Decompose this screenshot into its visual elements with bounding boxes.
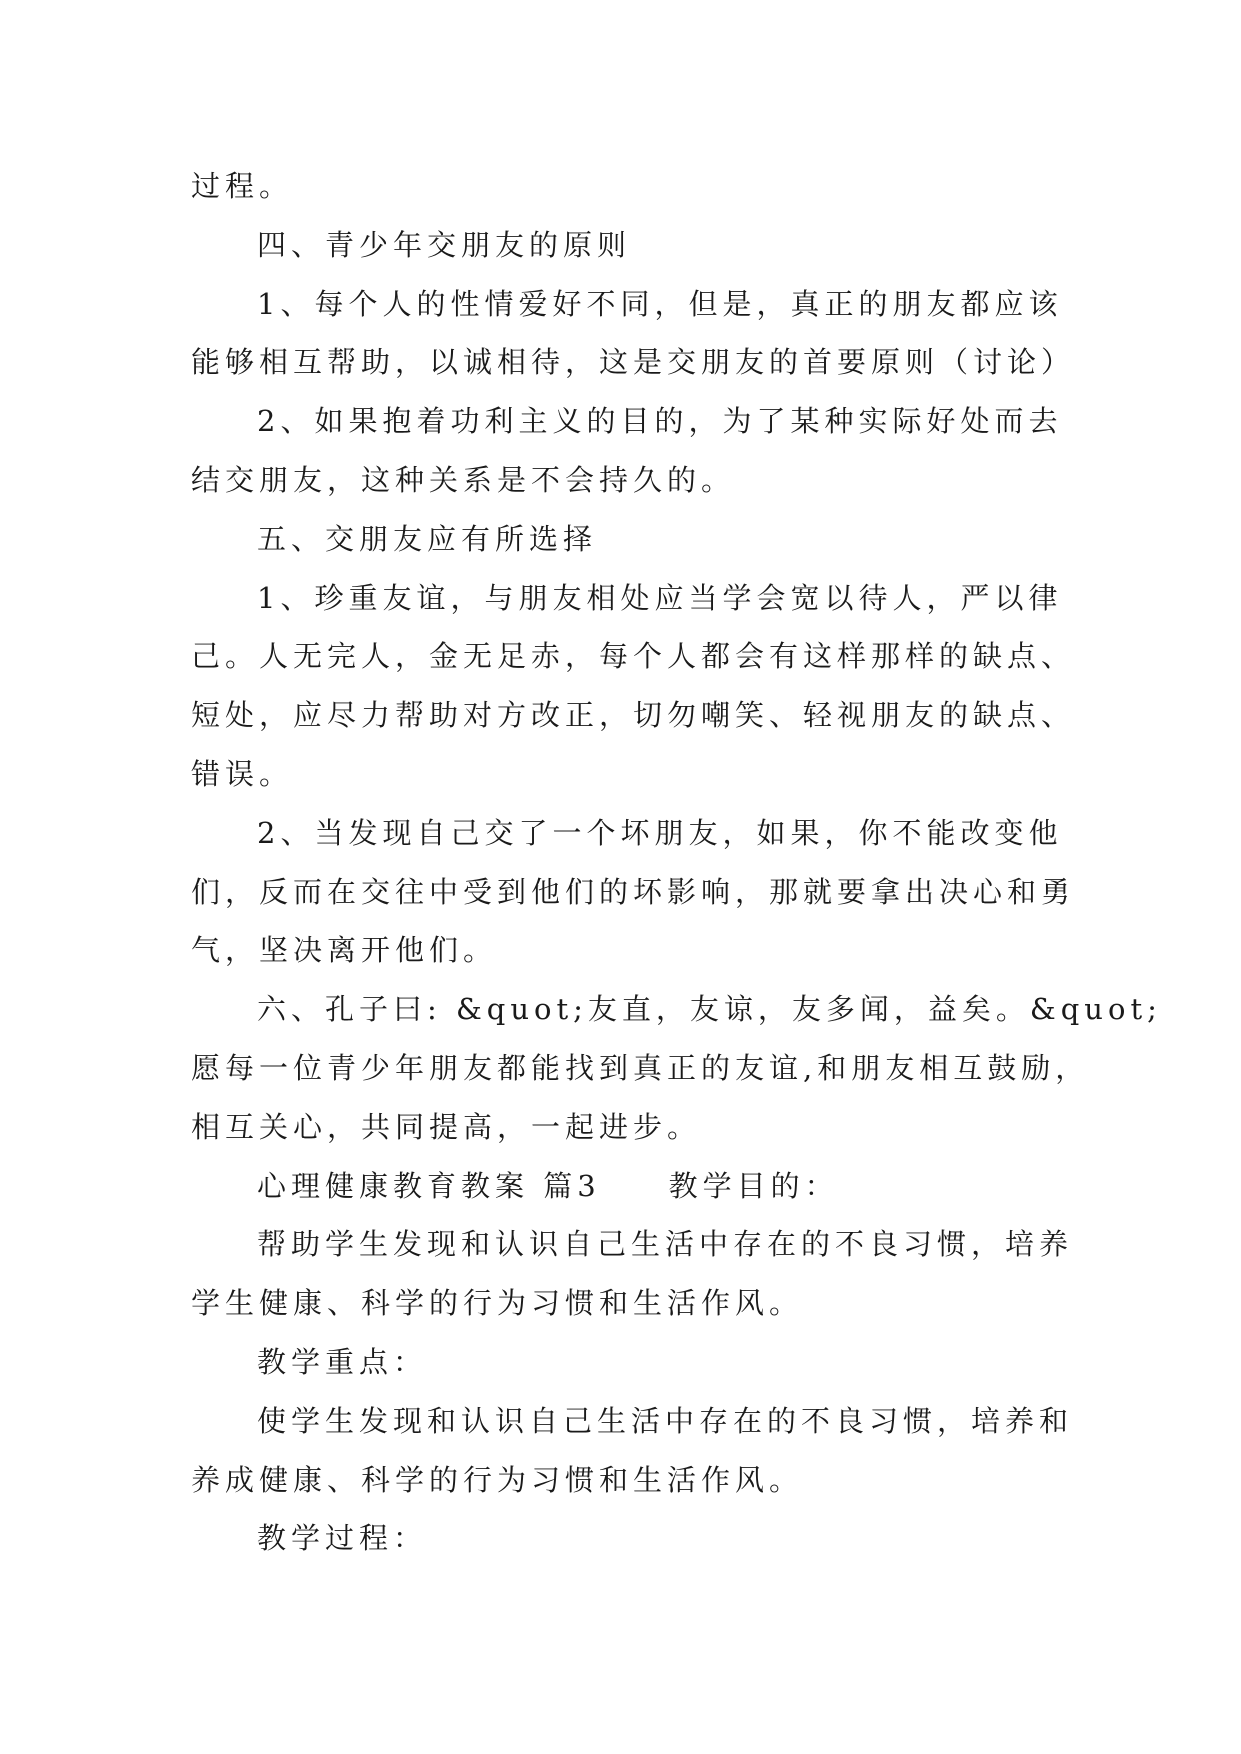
text-line: 2、如果抱着功利主义的目的，为了某种实际好处而去 — [257, 404, 1063, 439]
text-line: 六、孔子曰: &quot;友直，友谅，友多闻，益矣。&quot; — [257, 992, 1162, 1027]
text-line: 能够相互帮助，以诚相待，这是交朋友的首要原则（讨论） — [191, 345, 1076, 380]
text-line: 心理健康教育教案 篇3 教学目的： — [257, 1168, 839, 1203]
document-body — [191, 157, 1162, 1568]
text-line: 结交朋友，这种关系是不会持久的。 — [191, 462, 736, 497]
paragraph — [191, 980, 1162, 1156]
section-heading — [191, 1509, 1151, 1568]
section-heading — [191, 510, 1151, 569]
text-line: 1、珍重友谊，与朋友相处应当学会宽以待人，严以律 — [257, 580, 1063, 615]
text-line: 1、每个人的性情爱好不同，但是，真正的朋友都应该 — [257, 286, 1063, 321]
section-heading — [191, 1333, 1151, 1392]
lesson-title — [191, 1157, 1151, 1216]
paragraph — [191, 1215, 1151, 1333]
section-heading — [191, 216, 1151, 275]
text-line: 己。人无完人，金无足赤，每个人都会有这样那样的缺点、 — [191, 639, 1076, 674]
paragraph — [191, 804, 1151, 980]
text-line: 养成健康、科学的行为习惯和生活作风。 — [191, 1462, 804, 1497]
paragraph — [191, 275, 1151, 393]
text-line: 错误。 — [191, 756, 294, 791]
text-line: 2、当发现自己交了一个坏朋友，如果，你不能改变他 — [257, 815, 1063, 850]
paragraph — [191, 392, 1151, 510]
text-line: 使学生发现和认识自己生活中存在的不良习惯，培养和 — [257, 1403, 1074, 1438]
text-line: 教学过程： — [257, 1521, 428, 1556]
text-line: 五、交朋友应有所选择 — [257, 521, 598, 556]
paragraph — [191, 1392, 1151, 1510]
text-line: 短处，应尽力帮助对方改正，切勿嘲笑、轻视朋友的缺点、 — [191, 698, 1076, 733]
text-line: 气，坚决离开他们。 — [191, 933, 498, 968]
text-line: 四、青少年交朋友的原则 — [257, 227, 632, 262]
text-line: 过程。 — [191, 169, 294, 203]
paragraph — [191, 569, 1151, 804]
text-line: 们，反而在交往中受到他们的坏影响，那就要拿出决心和勇 — [191, 874, 1076, 909]
text-line: 教学重点： — [257, 1344, 428, 1379]
text-line: 愿每一位青少年朋友都能找到真正的友谊,和朋友相互鼓励， — [191, 1050, 1090, 1085]
paragraph — [191, 157, 1151, 216]
text-line: 帮助学生发现和认识自己生活中存在的不良习惯，培养 — [257, 1227, 1074, 1262]
text-line: 学生健康、科学的行为习惯和生活作风。 — [191, 1286, 804, 1321]
text-line: 相互关心，共同提高，一起进步。 — [191, 1109, 702, 1144]
